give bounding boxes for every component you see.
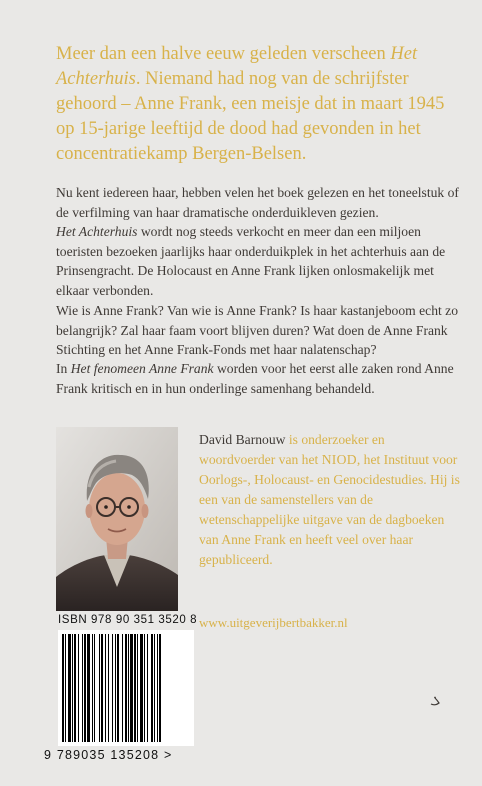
barcode-bar xyxy=(128,634,129,742)
paragraph-1: Nu kent iedereen haar, hebben velen het boek gelezen en het toneelstuk of de verfilming van haar dramatische onderduikleven gezien. xyxy=(56,185,459,220)
intro-text-b: . Niemand had nog van de schrijfster gehoord – Anne Frank, een meisje dat in maart 1945 op 15-jarige leeftijd de dood had gevonden in het concentratiekamp Bergen-Belsen. xyxy=(56,69,445,164)
barcode-bar xyxy=(84,634,86,742)
barcode xyxy=(58,630,194,746)
barcode-bar xyxy=(62,634,64,742)
barcode-bar xyxy=(101,634,103,742)
bio-text-a: is onderzoeker en woordvoerder van het xyxy=(199,432,385,467)
barcode-bar xyxy=(99,634,100,742)
author-photo xyxy=(56,427,178,611)
isbn-label: ISBN 978 90 351 3520 8 xyxy=(58,614,198,626)
intro-text-a: Meer dan een halve eeuw geleden verscheen xyxy=(56,44,391,64)
barcode-bar xyxy=(87,634,90,742)
publisher-logo-icon xyxy=(428,694,442,708)
barcode-bar xyxy=(117,634,119,742)
intro-book-title: Het Achterhuis xyxy=(56,44,418,89)
barcode-bar xyxy=(74,634,76,742)
author-portrait xyxy=(56,427,178,611)
paragraph-2-text: wordt nog steeds verkocht en meer dan een miljoen toeristen bezoeken jaarlijks haar onderduikplek in het achterhuis aan de Prinsengracht. De Holocaust en Anne Frank lijken onlosmakelijk met elkaar verbonden. xyxy=(56,224,446,298)
bio-org: NIOD xyxy=(321,452,357,467)
paragraph-4 xyxy=(56,359,461,398)
barcode-bar xyxy=(140,634,143,742)
author-bio xyxy=(199,430,461,570)
barcode-bar xyxy=(92,634,93,742)
barcode-bar xyxy=(112,634,113,742)
bio-text-b: , het Instituut voor Oorlogs-, Holocaust- en Genocidestudies. Hij is een van de samenstellers van de wetenschappelijke uitgave van de dagboeken van Anne Frank en heeft veel over haar gepubliceerd. xyxy=(199,452,460,567)
barcode-bar xyxy=(94,634,95,742)
barcode-bar xyxy=(134,634,136,742)
barcode-bar xyxy=(147,634,148,742)
paragraph-4-text-a: In xyxy=(56,361,71,376)
paragraph-4-text-b: worden voor het eerst alle zaken rond Anne Frank kritisch en in hun onderlinge samenhang behandeld. xyxy=(56,361,454,396)
barcode-bar xyxy=(78,634,79,742)
barcode-bar xyxy=(115,634,116,742)
barcode-bar xyxy=(65,634,66,742)
barcode-bar xyxy=(125,634,127,742)
intro-blurb xyxy=(56,42,461,167)
barcode-bar xyxy=(144,634,145,742)
barcode-bar xyxy=(72,634,73,742)
barcode-bar xyxy=(157,634,158,742)
barcode-bar xyxy=(137,634,138,742)
author-name: David Barnouw xyxy=(199,432,286,447)
barcode-bar xyxy=(154,634,155,742)
paragraph-3: Wie is Anne Frank? Van wie is Anne Frank? Is haar kastanjeboom echt zo belangrijk? Zal haar faam voort blijven duren? Wat doen de Anne Frank Stichting en het Anne Frank-Fonds met haar nalatenschap? xyxy=(56,303,458,358)
paragraph-2-title: Het Achterhuis xyxy=(56,224,138,239)
paragraph-4-title: Het fenomeen Anne Frank xyxy=(70,361,214,376)
barcode-bar xyxy=(68,634,71,742)
barcode-bar xyxy=(108,634,109,742)
barcode-bar xyxy=(159,634,161,742)
barcode-digits: 9 789035 135208 > xyxy=(44,748,173,762)
barcode-bar xyxy=(151,634,153,742)
publisher-website[interactable]: www.uitgeverijbertbakker.nl xyxy=(199,615,348,630)
barcode-bar xyxy=(82,634,83,742)
barcode-bar xyxy=(130,634,133,742)
barcode-bar xyxy=(122,634,123,742)
paragraph-2 xyxy=(56,222,461,300)
barcode-bars xyxy=(58,630,194,746)
barcode-bar xyxy=(105,634,106,742)
